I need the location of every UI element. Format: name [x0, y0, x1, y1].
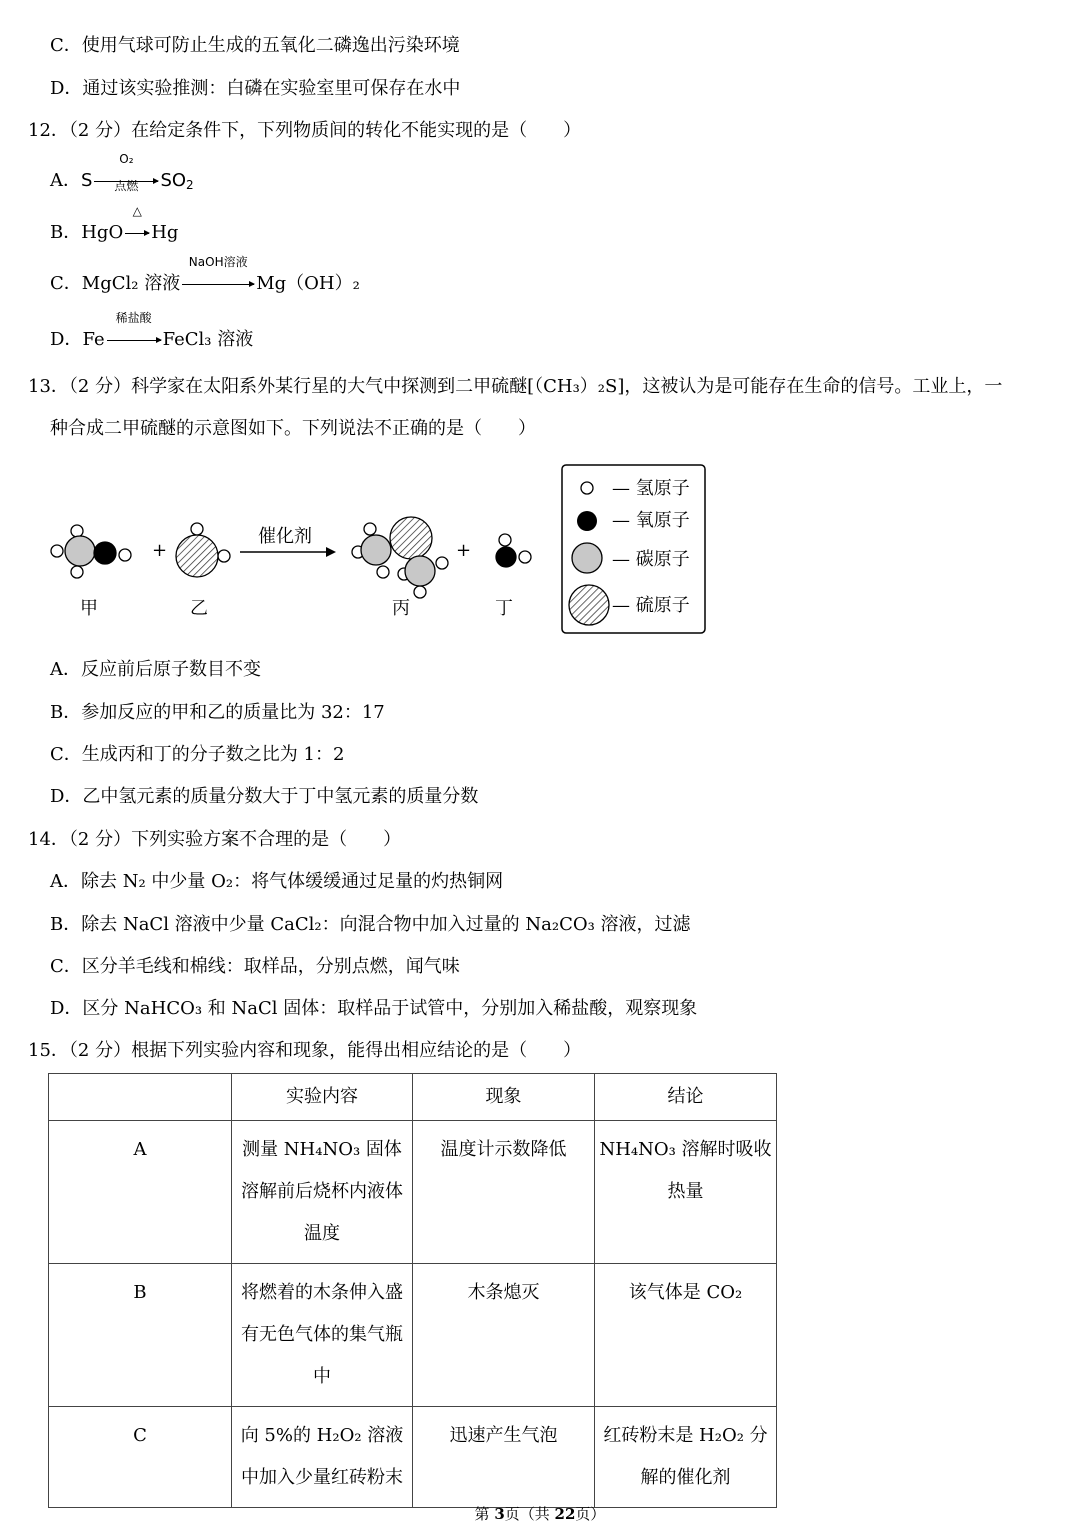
row-conclusion: 红砖粉末是 H₂O₂ 分解的催化剂: [595, 1407, 777, 1508]
option-label: C．: [50, 273, 82, 294]
q13-option-c: C．生成丙和丁的分子数之比为 1：2: [50, 744, 345, 765]
legend-oxygen-symbol: [577, 511, 597, 531]
row-conclusion: 该气体是 CO₂: [595, 1264, 777, 1407]
legend-carbon: — 碳原子: [612, 549, 690, 570]
q13-option-a: A．反应前后原子数目不变: [50, 659, 261, 680]
q12-stem: 12．（2 分）在给定条件下，下列物质间的转化不能实现的是（ ）: [28, 120, 582, 141]
label-yi: 乙: [190, 598, 208, 619]
product-main: SO: [160, 170, 187, 191]
q13-stem-line2: 种合成二甲硫醚的示意图如下。下列说法不正确的是（ ）: [50, 418, 536, 439]
plus-sign-1: +: [152, 540, 168, 561]
page-number: 3: [494, 1505, 505, 1523]
option-label: D．: [50, 329, 83, 350]
reaction-arrow: [92, 152, 160, 194]
arrow-condition-above: NaOH溶液: [188, 255, 248, 269]
q13-stem-line1: 13．（2 分）科学家在太阳系外某行星的大气中探测到二甲硫醚[（CH₃）₂S]，这被认为是可能存在生命的信号。工业上，一: [28, 376, 1003, 397]
footer-suffix: 页）: [575, 1505, 606, 1523]
option-label: B．: [50, 222, 82, 243]
row-key: A: [49, 1121, 232, 1264]
label-jia: 甲: [80, 598, 98, 619]
q12-option-d: [50, 311, 254, 353]
table-row: [49, 1407, 777, 1508]
arrow-condition-above: O₂: [119, 152, 134, 166]
arrow-condition-above: 稀盐酸: [115, 311, 152, 325]
table-header-row: [49, 1074, 777, 1121]
label-ding: 丁: [495, 598, 513, 619]
table-header-cell: 实验内容: [232, 1074, 413, 1121]
row-content: 测量 NH₄NO₃ 固体溶解前后烧杯内液体温度: [232, 1121, 413, 1264]
product: FeCl₃ 溶液: [162, 329, 254, 350]
q15-table: [48, 1073, 777, 1508]
reactant: HgO: [81, 222, 124, 243]
row-key: C: [49, 1407, 232, 1508]
legend-sulfur-symbol: [569, 585, 609, 625]
table-row: [49, 1121, 777, 1264]
product-subscript: 2: [186, 178, 194, 192]
arrow-condition-above: △: [132, 204, 142, 218]
row-phenomenon: 木条熄灭: [413, 1264, 595, 1407]
product: [160, 170, 193, 191]
molecule-bing: [352, 517, 448, 598]
q14-option-a: A．除去 N₂ 中少量 O₂：将气体缓缓通过足量的灼热铜网: [50, 871, 504, 892]
molecule-reaction-diagram: [40, 460, 720, 640]
legend-sulfur: — 硫原子: [612, 595, 690, 616]
footer-prefix: 第: [474, 1505, 495, 1523]
molecule-yi: [176, 523, 230, 577]
table-header-cell: [49, 1074, 232, 1121]
row-content: 将燃着的木条伸入盛有无色气体的集气瓶中: [232, 1264, 413, 1407]
reactant: Fe: [82, 329, 105, 350]
table-header-cell: 现象: [413, 1074, 595, 1121]
row-phenomenon: 温度计示数降低: [413, 1121, 595, 1264]
q14-option-c: C．区分羊毛线和棉线：取样品，分别点燃，闻气味: [50, 956, 460, 977]
product: Hg: [151, 222, 179, 243]
option-label: A．: [50, 170, 81, 191]
row-content: 向 5%的 H₂O₂ 溶液中加入少量红砖粉末: [232, 1407, 413, 1508]
label-bing: 丙: [392, 598, 410, 619]
molecule-jia: [51, 525, 131, 578]
q12-option-c: [50, 255, 360, 297]
row-conclusion: NH₄NO₃ 溶解时吸收热量: [595, 1121, 777, 1264]
q11-option-c: C．使用气球可防止生成的五氧化二磷逸出污染环境: [50, 35, 460, 56]
footer-middle: 页（共: [504, 1505, 555, 1523]
reaction-arrow: [180, 255, 256, 297]
q13-option-d: D．乙中氢元素的质量分数大于丁中氢元素的质量分数: [50, 786, 479, 807]
legend-oxygen: — 氧原子: [612, 510, 690, 531]
legend-hydrogen: — 氢原子: [612, 478, 690, 499]
q11-option-d: D．通过该实验推测：白磷在实验室里可保存在水中: [50, 78, 461, 99]
q13-option-b: B．参加反应的甲和乙的质量比为 32：17: [50, 702, 385, 723]
q12-option-b: [50, 204, 179, 246]
molecule-ding: [496, 534, 531, 567]
q12-option-a: [50, 152, 194, 194]
q14-option-d: D．区分 NaHCO₃ 和 NaCl 固体：取样品于试管中，分别加入稀盐酸，观察现象: [50, 998, 698, 1019]
arrow-head: [326, 547, 336, 557]
q14-option-b: B．除去 NaCl 溶液中少量 CaCl₂：向混合物中加入过量的 Na₂CO₃ 溶液，过滤: [50, 914, 691, 935]
table-header-cell: 结论: [595, 1074, 777, 1121]
table-row: [49, 1264, 777, 1407]
row-key: B: [49, 1264, 232, 1407]
product: Mg（OH）₂: [256, 273, 360, 294]
plus-sign-2: +: [456, 540, 472, 561]
legend-carbon-symbol: [572, 543, 602, 573]
q14-stem: 14．（2 分）下列实验方案不合理的是（ ）: [28, 829, 402, 850]
reaction-arrow: [105, 311, 163, 353]
q15-stem: 15．（2 分）根据下列实验内容和现象，能得出相应结论的是（ ）: [28, 1040, 582, 1061]
arrow-condition-below: 点燃: [114, 179, 139, 193]
legend: [562, 465, 705, 633]
legend-hydrogen-symbol: [581, 482, 593, 494]
reaction-arrow: [123, 204, 151, 246]
page-footer: [0, 1504, 1080, 1524]
reactant: MgCl₂ 溶液: [81, 273, 181, 294]
total-pages: 22: [554, 1505, 576, 1523]
reactant: S: [81, 170, 93, 191]
catalyst-label: 催化剂: [258, 526, 312, 547]
row-phenomenon: 迅速产生气泡: [413, 1407, 595, 1508]
